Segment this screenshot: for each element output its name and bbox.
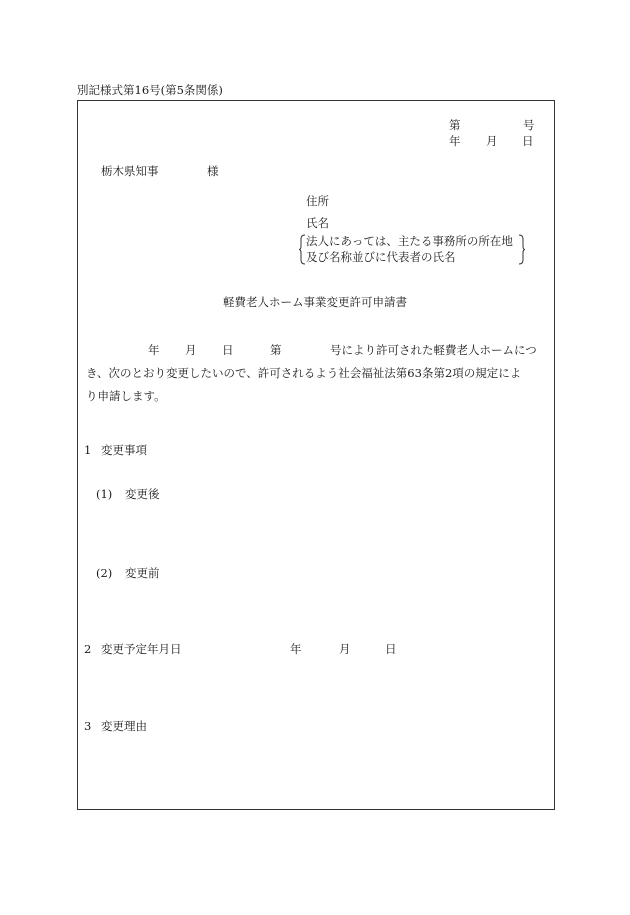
section-1-sub-1-label: 変更後 — [125, 487, 160, 501]
name-label: 氏名 — [306, 216, 329, 230]
document-title: 軽費老人ホーム事業変更許可申請書 — [223, 295, 407, 309]
section-2-year: 年 — [290, 642, 302, 656]
section-3-label: 変更理由 — [101, 719, 147, 733]
date-year: 年 — [449, 134, 461, 148]
section-1-number: 1 — [84, 443, 92, 457]
addressee-honorific: 様 — [207, 164, 219, 178]
number-prefix: 第 — [449, 118, 461, 132]
body-year: 年 — [148, 343, 160, 357]
applicant-note — [299, 234, 525, 265]
body-no: 第 — [270, 343, 282, 357]
note-line-2: 及び名称並びに代表者の氏名 — [306, 250, 456, 264]
note-line-1: 法人にあっては、主たる事務所の所在地 — [306, 234, 513, 248]
section-3-number: 3 — [84, 719, 92, 733]
section-2-label: 変更予定年月日 — [101, 642, 182, 656]
date-day: 日 — [522, 134, 534, 148]
body-line-1-rest: 号により許可された軽費老人ホームにつ — [330, 343, 537, 357]
section-2-number: 2 — [84, 642, 92, 656]
address-label: 住所 — [306, 194, 329, 208]
body-line-2: き、次のとおり変更したいので、許可されるよう社会福祉法第63条第2項の規定によ — [86, 366, 522, 380]
body-day: 日 — [222, 343, 234, 357]
section-1-label: 変更事項 — [101, 443, 147, 457]
section-2-month: 月 — [339, 642, 351, 656]
body-month: 月 — [185, 343, 197, 357]
date-month: 月 — [486, 134, 498, 148]
form-reference: 別記様式第16号(第5条関係) — [77, 83, 223, 97]
addressee-name: 栃木県知事 — [101, 164, 159, 178]
section-1-sub-1-number: (1) — [96, 487, 113, 501]
section-1-sub-2-number: (2) — [96, 566, 113, 580]
body-line-3: り申請します。 — [86, 389, 166, 403]
section-1-sub-2-label: 変更前 — [125, 566, 160, 580]
number-suffix: 号 — [523, 118, 535, 132]
section-2-day: 日 — [385, 642, 397, 656]
